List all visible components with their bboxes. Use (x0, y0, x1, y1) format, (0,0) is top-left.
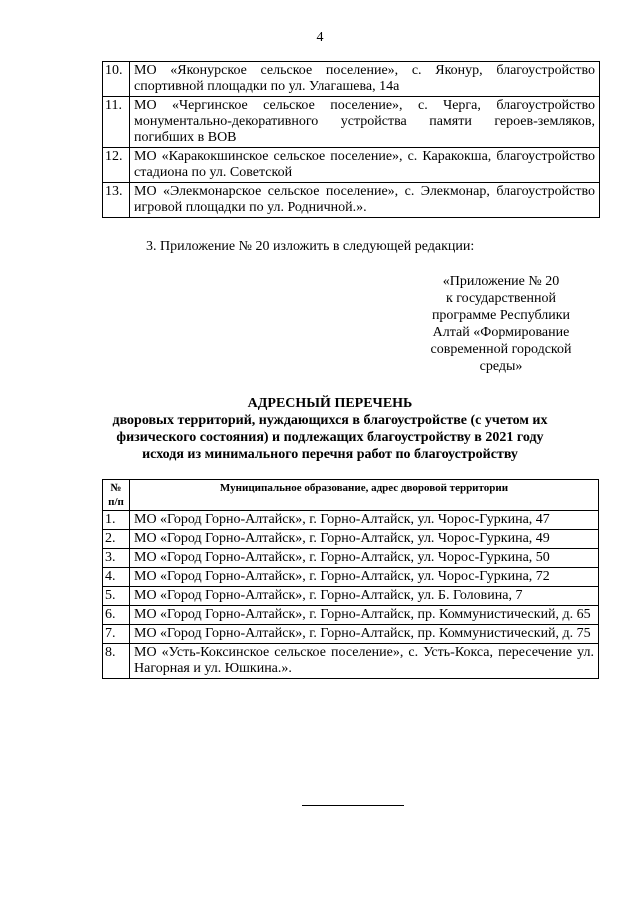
table-row (103, 606, 599, 625)
page-number: 4 (316, 30, 324, 45)
row-text: МО «Город Горно-Алтайск», г. Горно-Алтайск, ул. Чорос-Гуркина, 47 (130, 511, 599, 530)
row-text: МО «Город Горно-Алтайск», г. Горно-Алтайск, ул. Чорос-Гуркина, 50 (130, 549, 599, 568)
row-text: МО «Город Горно-Алтайск», г. Горно-Алтайск, ул. Чорос-Гуркина, 72 (130, 568, 599, 587)
table-row (103, 644, 599, 679)
row-text: МО «Чергинское сельское поселение», с. Черга, благоустройство монументально-декоративного устройства памяти героев-земляков, погибших в ВОВ (130, 97, 600, 148)
row-number: 5. (103, 587, 130, 606)
end-divider (302, 805, 404, 806)
row-text: МО «Город Горно-Алтайск», г. Горно-Алтайск, ул. Б. Головина, 7 (130, 587, 599, 606)
row-number: 8. (103, 644, 130, 679)
row-number: 3. (103, 549, 130, 568)
table-row (103, 625, 599, 644)
row-number: 12. (103, 148, 130, 183)
row-text: МО «Город Горно-Алтайск», г. Горно-Алтайск, пр. Коммунистический, д. 65 (130, 606, 599, 625)
table-header-row (103, 480, 599, 511)
table-row (103, 549, 599, 568)
table-row (103, 183, 600, 218)
header-number: № п/п (103, 480, 130, 511)
row-number: 11. (103, 97, 130, 148)
row-text: МО «Каракокшинское сельское поселение», с. Каракокша, благоустройство стадиона по ул. Советской (130, 148, 600, 183)
table-row (103, 148, 600, 183)
row-number: 10. (103, 62, 130, 97)
table-row (103, 97, 600, 148)
table-row (103, 530, 599, 549)
row-number: 4. (103, 568, 130, 587)
table-row (103, 568, 599, 587)
appendix-line: к государственной (445, 291, 557, 306)
title-subtitle: дворовых территорий, нуждающихся в благоустройстве (с учетом их физического состояния) и подлежащих благоустройству в 2021 году исходя из минимального перечня работ по благоустройству (112, 413, 548, 462)
appendix-line: Алтай «Формирование (432, 325, 570, 340)
appendix-line: среды» (479, 359, 523, 374)
table-row (103, 587, 599, 606)
title-heading: АДРЕСНЫЙ ПЕРЕЧЕНЬ (247, 396, 413, 411)
row-text: МО «Усть-Коксинское сельское поселение», с. Усть-Кокса, пересечение ул. Нагорная и ул. Юшкина.». (130, 644, 599, 679)
row-text: МО «Элекмонарское сельское поселение», с. Элекмонар, благоустройство игровой площадки по ул. Родничной.». (130, 183, 600, 218)
appendix-header (420, 273, 582, 375)
row-number: 13. (103, 183, 130, 218)
row-text: МО «Город Горно-Алтайск», г. Горно-Алтайск, ул. Чорос-Гуркина, 49 (130, 530, 599, 549)
amendment-paragraph: 3. Приложение № 20 изложить в следующей редакции: (146, 239, 475, 254)
document-title (95, 395, 565, 463)
row-number: 7. (103, 625, 130, 644)
row-text: МО «Яконурское сельское поселение», с. Яконур, благоустройство спортивной площадки по ул. Улагашева, 14а (130, 62, 600, 97)
table-row (103, 511, 599, 530)
table-row (103, 62, 600, 97)
row-number: 2. (103, 530, 130, 549)
row-text: МО «Город Горно-Алтайск», г. Горно-Алтайск, пр. Коммунистический, д. 75 (130, 625, 599, 644)
appendix-line: программе Республики (431, 308, 571, 323)
row-number: 6. (103, 606, 130, 625)
header-name: Муниципальное образование, адрес дворовой территории (130, 480, 599, 511)
settlements-table (102, 61, 600, 218)
row-number: 1. (103, 511, 130, 530)
address-table (102, 479, 599, 679)
appendix-line: «Приложение № 20 (442, 274, 560, 289)
appendix-line: современной городской (430, 342, 572, 357)
